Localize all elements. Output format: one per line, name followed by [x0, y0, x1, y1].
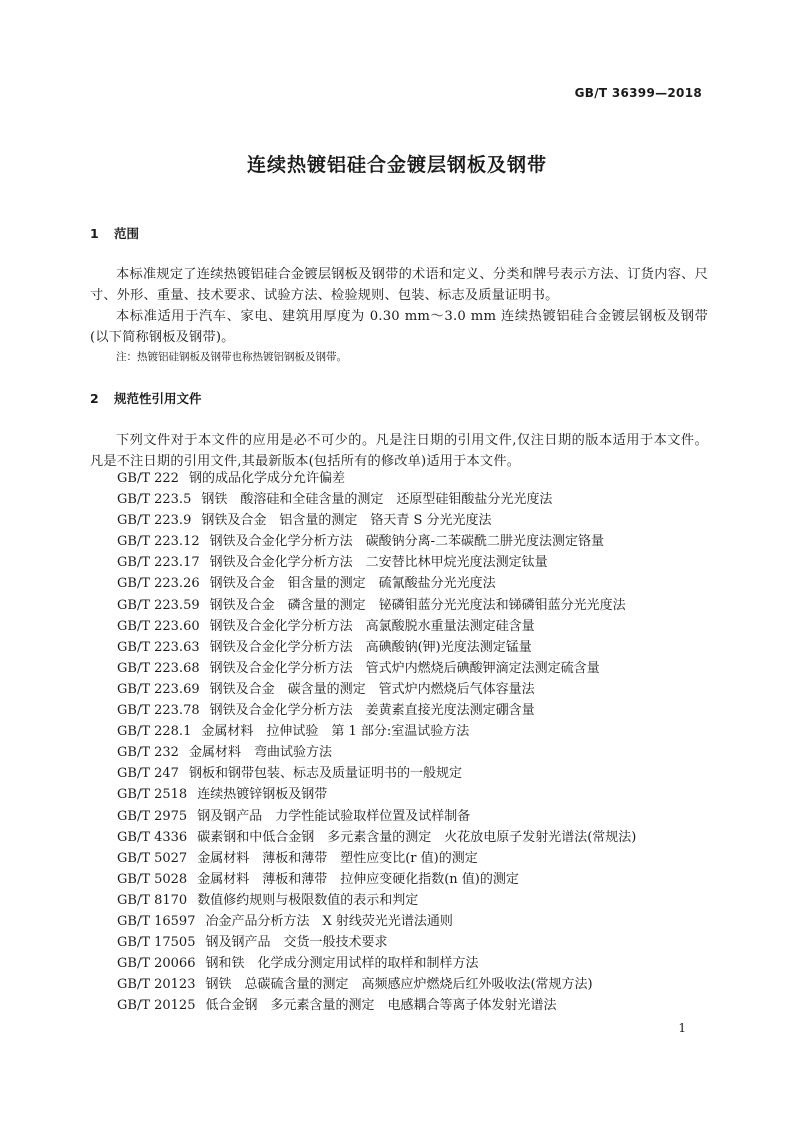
- section-2-number: 2: [90, 391, 99, 406]
- section-2-heading: [90, 389, 202, 407]
- reference-title: 钢铁及合金化学分析方法 姜黄素直接光度法测定硼含量: [209, 703, 535, 719]
- page-number: 1: [678, 1021, 686, 1035]
- reference-item: [117, 616, 636, 637]
- reference-item: [117, 552, 636, 573]
- reference-code: GB/T 5027: [117, 850, 188, 866]
- reference-code: GB/T 247: [117, 766, 179, 782]
- reference-code: GB/T 20066: [117, 956, 196, 972]
- section-1-heading: [90, 224, 139, 242]
- reference-title: 钢铁及合金 铝含量的测定 铬天青 S 分光光度法: [201, 513, 492, 529]
- reference-item: [117, 869, 636, 890]
- reference-code: GB/T 223.69: [117, 681, 200, 697]
- reference-title: 钢铁及合金化学分析方法 高氯酸脱水重量法测定硅含量: [209, 618, 535, 634]
- reference-title: 冶金产品分析方法 X 射线荧光光谱法通则: [205, 913, 453, 929]
- reference-item: [117, 658, 636, 679]
- reference-item: [117, 742, 636, 763]
- reference-code: GB/T 8170: [117, 892, 188, 908]
- reference-title: 低合金钢 多元素含量的测定 电感耦合等离子体发射光谱法: [205, 998, 557, 1014]
- reference-title: 钢铁及合金化学分析方法 管式炉内燃烧后碘酸钾滴定法测定硫含量: [209, 660, 600, 676]
- reference-title: 钢及钢产品 力学性能试验取样位置及试样制备: [197, 808, 471, 824]
- reference-title: 钢的成品化学成分允许偏差: [188, 471, 345, 486]
- reference-code: GB/T 223.78: [117, 703, 200, 719]
- reference-code: GB/T 223.63: [117, 639, 200, 655]
- scope-paragraph-1: 本标准规定了连续热镀铝硅合金镀层钢板及钢带的术语和定义、分类和牌号表示方法、订货内容、尺寸、外形、重量、技术要求、试验方法、检验规则、包装、标志及质量证明书。: [90, 267, 708, 303]
- reference-item: [117, 995, 636, 1016]
- reference-title: 金属材料 薄板和薄带 塑性应变比(r 值)的测定: [197, 850, 478, 866]
- standard-code: GB/T 36399—2018: [574, 86, 702, 100]
- reference-code: GB/T 17505: [117, 935, 196, 951]
- reference-code: GB/T 223.68: [117, 660, 200, 676]
- reference-title: 钢铁 总碳硫含量的测定 高频感应炉燃烧后红外吸收法(常规方法): [205, 977, 593, 993]
- reference-title: 金属材料 薄板和薄带 拉伸应变硬化指数(n 值)的测定: [197, 871, 519, 887]
- reference-item: [117, 763, 636, 784]
- reference-title: 金属材料 弯曲试验方法: [188, 745, 332, 761]
- reference-item: [117, 489, 636, 510]
- reference-item: [117, 637, 636, 658]
- reference-code: GB/T 4336: [117, 829, 188, 845]
- reference-code: GB/T 223.12: [117, 534, 200, 550]
- reference-title: 钢铁及合金 磷含量的测定 铋磷钼蓝分光光度法和锑磷钼蓝分光光度法: [209, 597, 626, 613]
- reference-item: [117, 468, 636, 489]
- reference-item: [117, 974, 636, 995]
- reference-title: 钢铁 酸溶硅和全硅含量的测定 还原型硅钼酸盐分光光度法: [201, 492, 553, 508]
- scope-paragraph-2: 本标准适用于汽车、家电、建筑用厚度为 0.30 mm～3.0 mm 连续热镀铝硅合金镀层钢板及钢带(以下简称钢板及钢带)。: [90, 309, 708, 345]
- reference-title: 钢板和钢带包装、标志及质量证明书的一般规定: [188, 766, 462, 782]
- reference-code: GB/T 223.59: [117, 597, 200, 613]
- reference-item: [117, 700, 636, 721]
- reference-code: GB/T 223.9: [117, 513, 192, 529]
- reference-title: 钢铁及合金化学分析方法 高碘酸钠(钾)光度法测定锰量: [209, 639, 532, 655]
- section-2-title: 规范性引用文件: [114, 391, 202, 406]
- reference-item: [117, 827, 636, 848]
- reference-item: [117, 911, 636, 932]
- reference-title: 碳素钢和中低合金钢 多元素含量的测定 火花放电原子发射光谱法(常规法): [197, 829, 637, 845]
- scope-note: 注：热镀铝硅钢板及钢带也称热镀铝钢板及钢带。: [116, 351, 347, 363]
- reference-item: [117, 510, 636, 531]
- reference-item: [117, 784, 636, 805]
- reference-item: [117, 531, 636, 552]
- reference-code: GB/T 2518: [117, 787, 188, 803]
- document-title: 连续热镀铝硅合金镀层钢板及钢带: [246, 154, 547, 176]
- reference-item: [117, 595, 636, 616]
- reference-title: 钢铁及合金化学分析方法 二安替比林甲烷光度法测定钛量: [209, 555, 548, 571]
- reference-item: [117, 806, 636, 827]
- section-1-title: 范围: [114, 226, 140, 241]
- reference-code: GB/T 5028: [117, 871, 188, 887]
- reference-item: [117, 890, 636, 911]
- reference-code: GB/T 16597: [117, 913, 196, 929]
- reference-code: GB/T 20123: [117, 977, 196, 993]
- reference-code: GB/T 223.5: [117, 492, 192, 508]
- reference-code: GB/T 223.60: [117, 618, 200, 634]
- reference-title: 钢和铁 化学成分测定用试样的取样和制样方法: [205, 956, 479, 972]
- reference-code: GB/T 222: [117, 471, 179, 486]
- reference-item: [117, 721, 636, 742]
- reference-item: [117, 848, 636, 869]
- reference-item: [117, 932, 636, 953]
- reference-title: 数值修约规则与极限数值的表示和判定: [197, 892, 419, 908]
- reference-item: [117, 679, 636, 700]
- reference-title: 钢及钢产品 交货一般技术要求: [205, 935, 388, 951]
- reference-item: [117, 573, 636, 594]
- reference-code: GB/T 223.17: [117, 555, 200, 571]
- references-intro: 下列文件对于本文件的应用是必不可少的。凡是注日期的引用文件,仅注日期的版本适用于本文件。凡是不注日期的引用文件,其最新版本(包括所有的修改单)适用于本文件。: [90, 433, 708, 469]
- reference-code: GB/T 2975: [117, 808, 188, 824]
- reference-title: 金属材料 拉伸试验 第 1 部分:室温试验方法: [201, 724, 470, 740]
- reference-title: 钢铁及合金 钼含量的测定 硫氰酸盐分光光度法: [209, 576, 496, 592]
- reference-title: 钢铁及合金 碳含量的测定 管式炉内燃烧后气体容量法: [209, 681, 535, 697]
- reference-code: GB/T 20125: [117, 998, 196, 1014]
- reference-title: 钢铁及合金化学分析方法 碳酸钠分离-二苯碳酰二肼光度法测定铬量: [209, 534, 605, 550]
- reference-item: [117, 953, 636, 974]
- reference-code: GB/T 223.26: [117, 576, 200, 592]
- reference-code: GB/T 232: [117, 745, 179, 761]
- reference-title: 连续热镀锌钢板及钢带: [197, 787, 328, 803]
- reference-code: GB/T 228.1: [117, 724, 192, 740]
- reference-list: [117, 468, 636, 1016]
- section-1-number: 1: [90, 226, 99, 241]
